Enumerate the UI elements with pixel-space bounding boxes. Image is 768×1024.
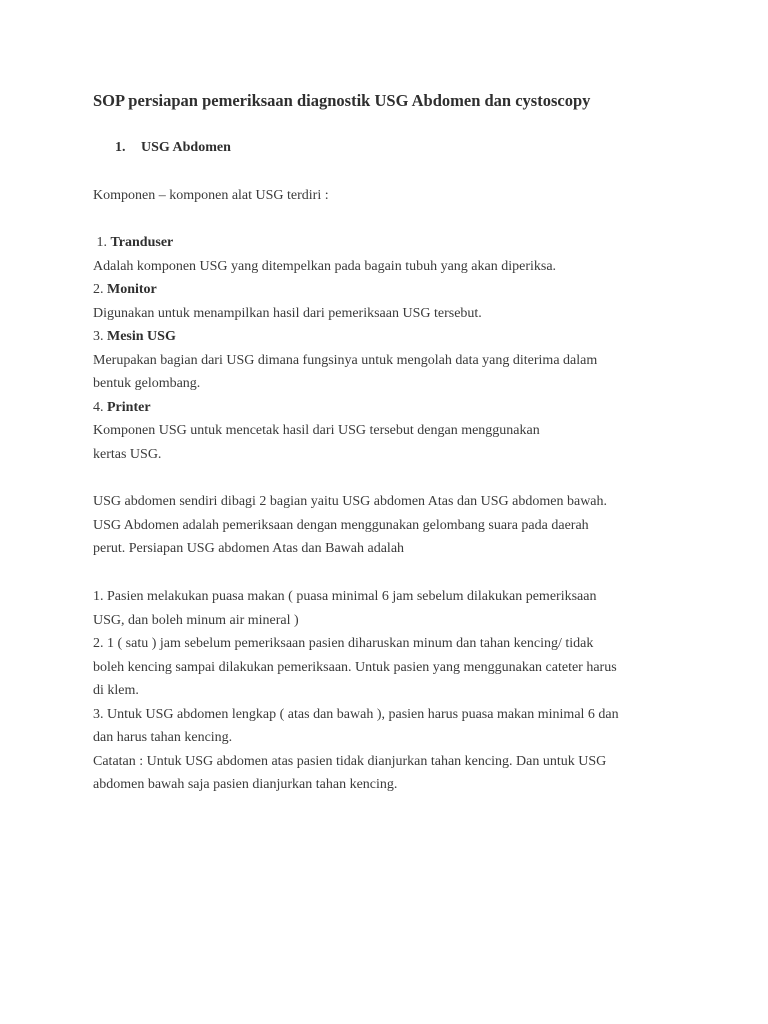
component-number: 1. xyxy=(93,235,111,250)
component-heading xyxy=(93,396,693,420)
component-term: Mesin USG xyxy=(107,329,176,344)
document-title: SOP persiapan pemeriksaan diagnostik USG Abdomen dan cystoscopy xyxy=(93,91,591,110)
component-description: Merupakan bagian dari USG dimana fungsinya untuk mengolah data yang diterima dalam xyxy=(93,352,598,368)
component-heading xyxy=(93,278,693,302)
step-line: boleh kencing sampai dilakukan pemeriksaan. Untuk pasien yang menggunakan cateter harus xyxy=(93,659,617,675)
component-list xyxy=(93,231,693,466)
paragraph-line: USG Abdomen adalah pemeriksaan dengan menggunakan gelombang suara pada daerah xyxy=(93,517,589,533)
step-line: 2. 1 ( satu ) jam sebelum pemeriksaan pasien diharuskan minum dan tahan kencing/ tidak xyxy=(93,636,594,651)
component-description: Komponen USG untuk mencetak hasil dari USG tersebut dengan menggunakan xyxy=(93,423,540,438)
step-line: 1. Pasien melakukan puasa makan ( puasa minimal 6 jam sebelum dilakukan pemeriksaan xyxy=(93,589,597,604)
component-number: 3. xyxy=(93,329,107,344)
component-number: 2. xyxy=(93,282,107,297)
note-line: abdomen bawah saja pasien dianjurkan tahan kencing. xyxy=(93,777,398,792)
preparation-steps xyxy=(93,585,693,797)
component-heading xyxy=(93,231,693,255)
component-item xyxy=(93,396,693,467)
intro-line: Komponen – komponen alat USG terdiri : xyxy=(93,188,329,203)
overview-paragraph xyxy=(93,490,693,561)
note-line: Catatan : Untuk USG abdomen atas pasien tidak dianjurkan tahan kencing. Dan untuk USG xyxy=(93,753,607,769)
component-term: Monitor xyxy=(107,282,157,297)
paragraph-line: perut. Persiapan USG abdomen Atas dan Bawah adalah xyxy=(93,541,405,556)
component-item xyxy=(93,325,693,396)
component-term: Tranduser xyxy=(110,235,174,250)
component-heading xyxy=(93,325,693,349)
component-item xyxy=(93,278,693,325)
step-line: USG, dan boleh minum air mineral ) xyxy=(93,612,299,628)
section-title: USG Abdomen xyxy=(141,140,231,155)
component-number: 4. xyxy=(93,399,107,415)
intro-text xyxy=(93,184,693,208)
step-line: dan harus tahan kencing. xyxy=(93,730,233,745)
component-description: bentuk gelombang. xyxy=(93,376,201,391)
component-item xyxy=(93,231,693,278)
section-number: 1. xyxy=(115,140,126,155)
step-line: 3. Untuk USG abdomen lengkap ( atas dan bawah ), pasien harus puasa makan minimal 6 dan xyxy=(93,706,619,722)
paragraph-line: USG abdomen sendiri dibagi 2 bagian yaitu USG abdomen Atas dan USG abdomen bawah. xyxy=(93,494,608,509)
component-term: Printer xyxy=(107,399,151,415)
component-description: Digunakan untuk menampilkan hasil dari pemeriksaan USG tersebut. xyxy=(93,305,482,321)
component-description: Adalah komponen USG yang ditempelkan pada bagain tubuh yang akan diperiksa. xyxy=(93,258,557,274)
component-description: kertas USG. xyxy=(93,446,162,462)
step-line: di klem. xyxy=(93,683,139,698)
section-heading xyxy=(115,140,231,156)
